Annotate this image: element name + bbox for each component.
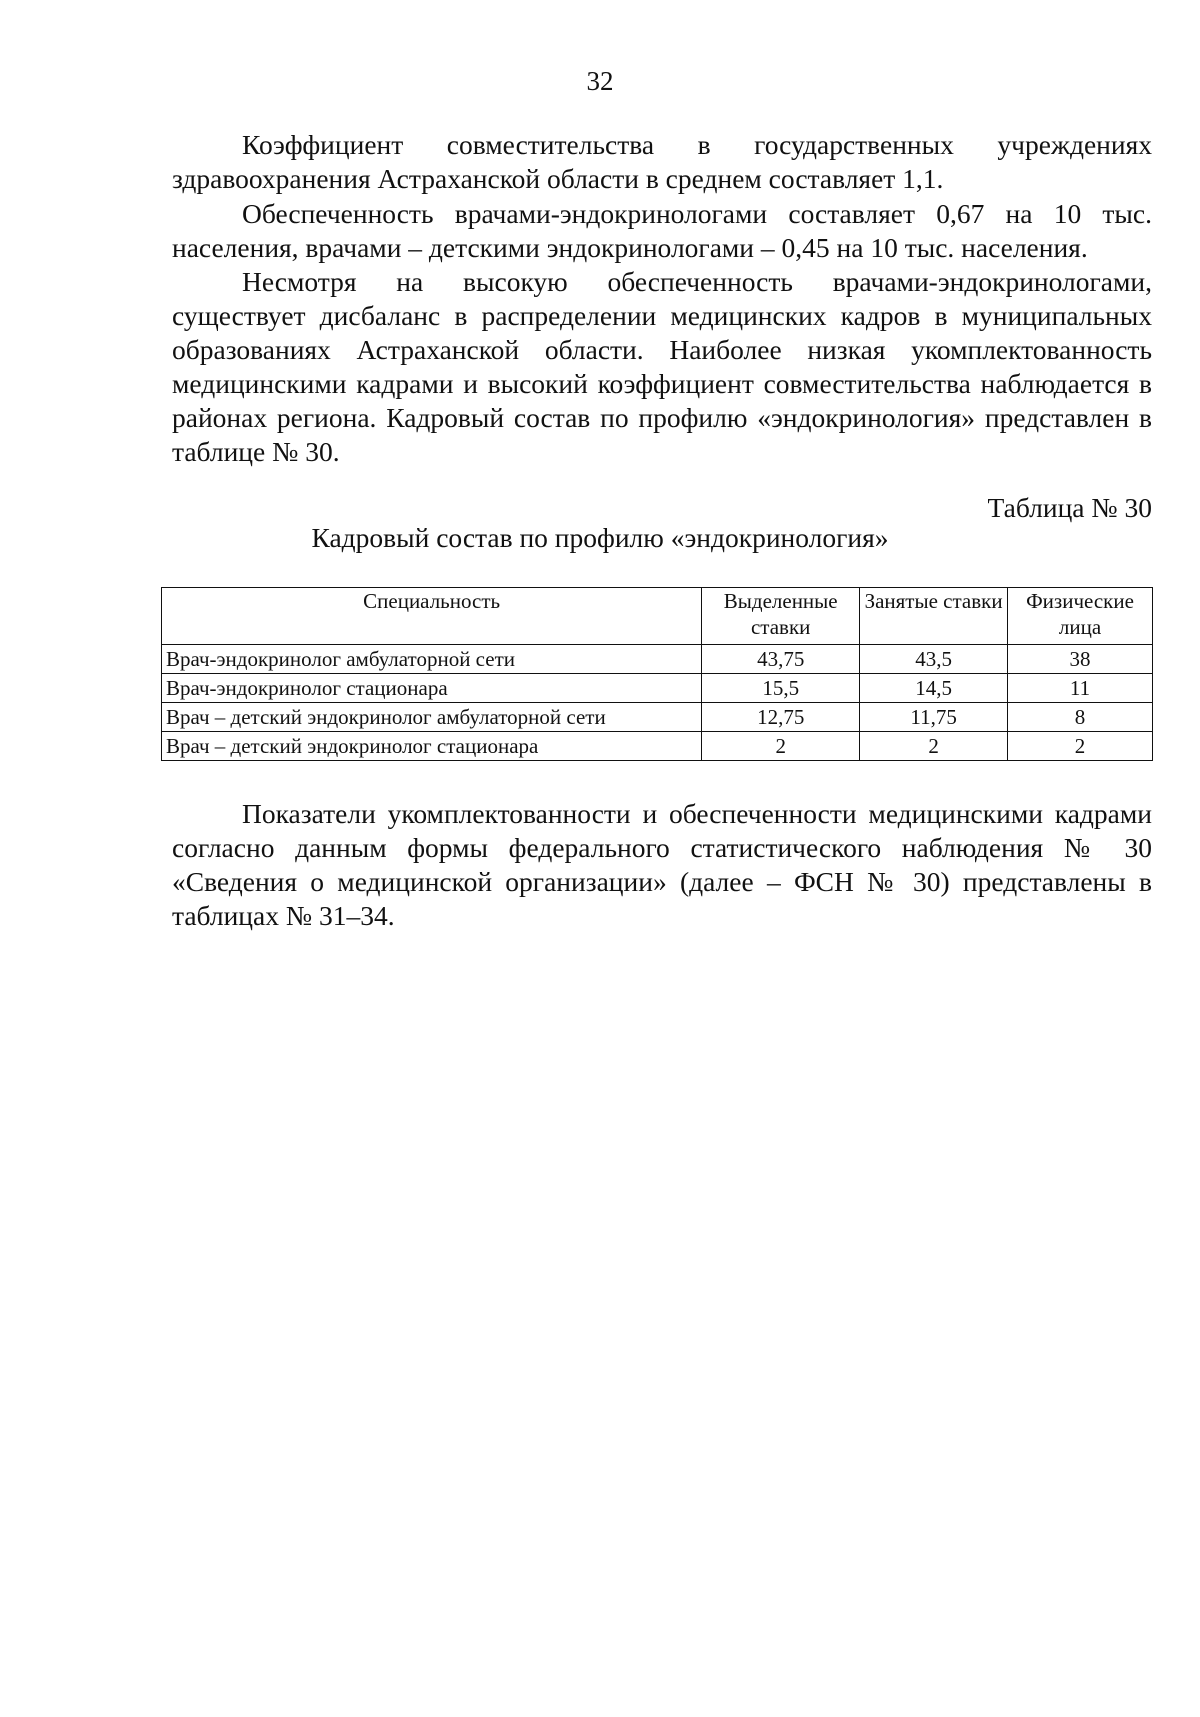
table-row xyxy=(162,703,1153,732)
cell-occupied: 2 xyxy=(860,732,1008,761)
cell-allocated: 43,75 xyxy=(702,645,860,674)
paragraph-text: Коэффициент совместительства в государственных учреждениях здравоохранения Астраханской области в среднем составляет 1,1. xyxy=(172,129,1152,194)
cell-persons: 8 xyxy=(1008,703,1153,732)
cell-persons: 38 xyxy=(1008,645,1153,674)
header-allocated-rates: Выделенные ставки xyxy=(702,588,860,645)
paragraph-text: Несмотря на высокую обеспеченность врачами-эндокринологами, существует дисбаланс в распределении медицинских кадров в муниципальных образованиях Астраханской области. Наиболее низкая укомплектованность медицинскими кадрами и высокий коэффициент совместительства наблюдается в районах региона. Кадровый состав по профилю «эндокринология» представлен в таблице № 30. xyxy=(172,266,1152,467)
cell-specialty: Врач – детский эндокринолог стационара xyxy=(162,732,702,761)
cell-persons: 2 xyxy=(1008,732,1153,761)
table-row xyxy=(162,674,1153,703)
paragraph-2 xyxy=(172,197,1152,265)
table-row xyxy=(162,645,1153,674)
cell-occupied: 14,5 xyxy=(860,674,1008,703)
paragraph-1 xyxy=(172,128,1152,196)
header-specialty: Специальность xyxy=(162,588,702,645)
cell-allocated: 2 xyxy=(702,732,860,761)
table-title: Кадровый состав по профилю «эндокринология» xyxy=(311,522,889,553)
cell-occupied: 43,5 xyxy=(860,645,1008,674)
cell-persons: 11 xyxy=(1008,674,1153,703)
header-physical-persons: Физические лица xyxy=(1008,588,1153,645)
page-number: 32 xyxy=(586,66,614,96)
cell-specialty: Врач-эндокринолог амбулаторной сети xyxy=(162,645,702,674)
staff-table xyxy=(161,587,1153,761)
paragraph-text: Обеспеченность врачами-эндокринологами составляет 0,67 на 10 тыс. населения, врачами – детскими эндокринологами – 0,45 на 10 тыс. населения. xyxy=(172,198,1152,263)
paragraph-4 xyxy=(172,797,1152,933)
cell-allocated: 15,5 xyxy=(702,674,860,703)
cell-allocated: 12,75 xyxy=(702,703,860,732)
table-label: Таблица № 30 xyxy=(987,492,1152,523)
header-occupied-rates: Занятые ставки xyxy=(860,588,1008,645)
cell-specialty: Врач-эндокринолог стационара xyxy=(162,674,702,703)
table-header-row xyxy=(162,588,1153,645)
table-row xyxy=(162,732,1153,761)
paragraph-text: Показатели укомплектованности и обеспеченности медицинскими кадрами согласно данным формы федерального статистического наблюдения № 30 «Сведения о медицинской организации» (далее – ФСН № 30) представлены в таблицах № 31–34. xyxy=(172,798,1152,931)
cell-occupied: 11,75 xyxy=(860,703,1008,732)
cell-specialty: Врач – детский эндокринолог амбулаторной сети xyxy=(162,703,702,732)
paragraph-3 xyxy=(172,265,1152,469)
